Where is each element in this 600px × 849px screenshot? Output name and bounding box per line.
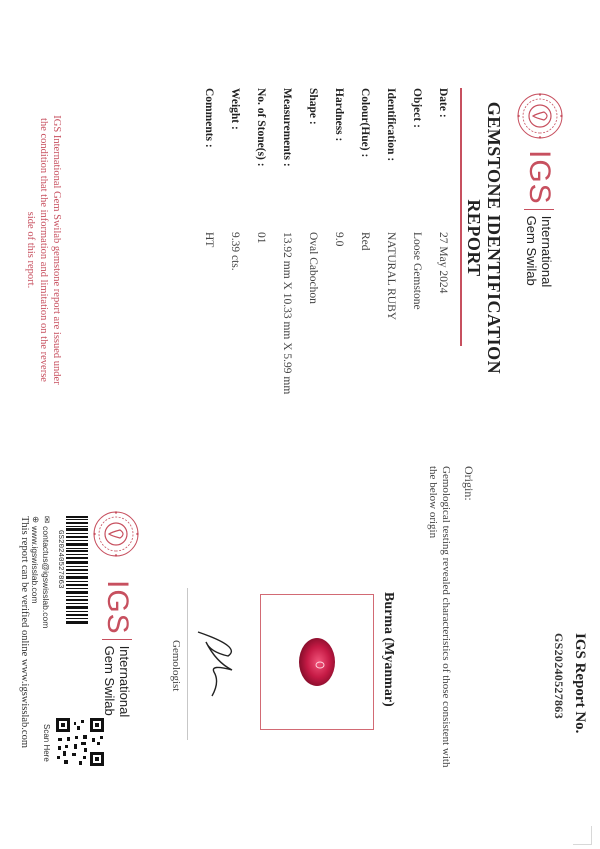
field-value-object: Loose Gemstone (411, 232, 423, 310)
field-value-comments: HT (203, 232, 215, 248)
contact-email-text: contactus@igswisslab.com (41, 526, 52, 629)
brand-header (522, 150, 556, 287)
field-value-shape: Oval Cabochon (307, 232, 319, 304)
ruby-stone-image (261, 595, 373, 729)
disclaimer-line-3: side of this report. (25, 211, 36, 289)
field-value-identification: NATURAL RUBY (385, 232, 397, 321)
verification-note: This report can be verified online www.igswisslab.com (19, 516, 30, 749)
field-label-object: Object : (411, 88, 423, 128)
report-title-line-1: GEMSTONE IDENTIFICATION (484, 101, 504, 375)
barcode-image (66, 516, 88, 626)
brand-divider (524, 209, 554, 210)
globe-icon: ⊕ (31, 516, 41, 524)
field-value-stones: 01 (255, 232, 267, 244)
email-icon: ✉ (42, 516, 52, 524)
origin-text-line-1: Gemological testing revealed characteristics of those consistent with (440, 466, 452, 768)
footer-brand-line-2: Gem Swilab (102, 645, 117, 716)
brand-line-1: International (539, 215, 554, 288)
igs-footer-logo-mark (92, 510, 140, 558)
report-number-label: IGS Report No. (572, 633, 588, 734)
origin-value: Burma (Myanmar) (381, 592, 396, 707)
igs-logo-mark (516, 92, 564, 140)
disclaimer-line-1: IGS International Gem Swilab gemstone report are issued under (51, 115, 62, 385)
contact-email (41, 516, 52, 628)
field-label-stones: No. of Stone(s) : (255, 88, 267, 167)
footer-brand-divider (102, 639, 132, 640)
field-value-hardness: 9.0 (333, 232, 345, 247)
barcode-number: GS20240527863 (56, 530, 64, 589)
qr-caption: Scan Here (42, 724, 51, 762)
contact-website (30, 516, 41, 604)
field-label-hardness: Hardness : (333, 88, 345, 142)
field-label-colour: Colour(Hue) : (359, 88, 371, 158)
field-label-measurements: Measurements : (281, 88, 293, 167)
stone-photo-frame (260, 594, 374, 730)
field-value-colour: Red (359, 232, 371, 251)
contact-website-text: www.igswisslab.com (30, 526, 41, 604)
report-title-line-2: REPORT (464, 199, 484, 277)
disclaimer-line-2: the condition that the information and limitation on the reverse (38, 118, 49, 382)
disclaimer-text (24, 60, 63, 440)
origin-text-line-2: the below origin (427, 466, 439, 539)
footer-brand-line-1: International (117, 645, 132, 718)
footer-brand-short: IGS (101, 580, 134, 635)
title-underline (460, 88, 462, 346)
field-value-date: 27 May 2024 (437, 232, 449, 294)
corner-fold-decoration (573, 826, 592, 845)
field-value-weight: 9.39 cts. (229, 232, 241, 271)
origin-label: Origin: (462, 466, 476, 501)
brand-line-2: Gem Swilab (524, 215, 539, 286)
field-label-date: Date : (437, 88, 449, 118)
field-label-weight: Weight : (229, 88, 241, 130)
gemologist-label: Gemologist (170, 640, 182, 692)
field-label-identification: Identification : (385, 88, 397, 162)
field-value-measurements: 13.92 mm X 10.33 mm X 5.99 mm (281, 232, 293, 395)
origin-description (426, 466, 452, 826)
qr-code-image (54, 716, 106, 768)
signature-line (187, 588, 188, 740)
report-number: GS20240527863 (552, 633, 566, 719)
field-label-comments: Comments : (203, 88, 215, 148)
footer-brand (100, 580, 134, 717)
brand-short: IGS (523, 150, 556, 205)
footer-brand-name (102, 646, 132, 718)
brand-name (524, 216, 554, 288)
gemologist-signature (190, 612, 250, 702)
field-label-shape: Shape : (307, 88, 319, 125)
